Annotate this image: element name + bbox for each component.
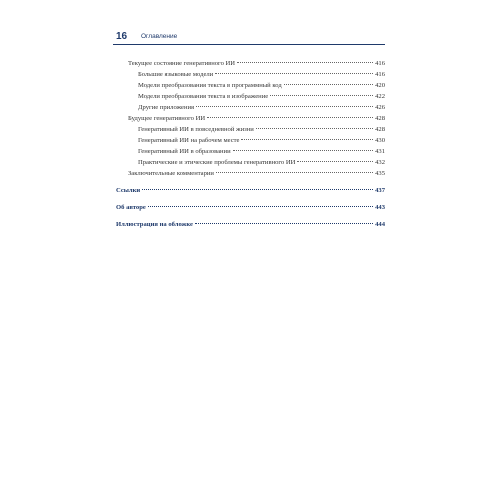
toc-entry-page: 428 [375, 115, 385, 122]
leader-dots [284, 84, 373, 85]
toc-chapter-entry [116, 220, 385, 229]
toc-entry-title: Об авторе [116, 204, 146, 211]
leader-dots [256, 128, 373, 129]
toc-entry-page: 416 [375, 60, 385, 67]
toc-entry [138, 136, 385, 145]
toc-entry-page: 431 [375, 148, 385, 155]
toc-entry-title: Текущее состояние генеративного ИИ [128, 60, 236, 67]
toc-entry-page: 444 [375, 221, 385, 228]
toc-entry [138, 125, 385, 134]
toc-entry-title: Генеративный ИИ в повседневной жизни [138, 126, 254, 133]
toc-entry [138, 158, 385, 167]
leader-dots [297, 161, 373, 162]
toc-entry-title: Генеративный ИИ в образовании [138, 148, 231, 155]
leader-dots [216, 172, 373, 173]
toc-chapter-entry [116, 203, 385, 212]
leader-dots [270, 95, 373, 96]
toc-entry [128, 114, 385, 123]
toc-chapter-entry [116, 186, 385, 195]
toc-entry-page: 416 [375, 71, 385, 78]
leader-dots [196, 106, 373, 107]
toc-entry-title: Модели преобразования текста в изображение [138, 93, 269, 100]
toc-entry-title: Иллюстрация на обложке [116, 221, 193, 228]
toc-entry-title: Большие языковые модели [138, 71, 214, 78]
toc-entry-title: Генеративный ИИ на рабочем месте [138, 137, 240, 144]
leader-dots [237, 62, 373, 63]
toc-entry [128, 169, 385, 178]
leader-dots [241, 139, 373, 140]
toc-entry-title: Ссылки [116, 187, 141, 194]
toc-entry-title: Будущее генеративного ИИ [128, 115, 206, 122]
toc-entry-page: 443 [375, 204, 385, 211]
toc-entry-title: Практические и этические проблемы генеративного ИИ [138, 159, 296, 166]
leader-dots [195, 223, 373, 224]
toc-entry [138, 92, 385, 101]
toc-entry-page: 420 [375, 82, 385, 89]
toc-entry-page: 437 [375, 187, 385, 194]
toc-entry-title: Другие приложения [138, 104, 195, 111]
toc-entry-page: 435 [375, 170, 385, 177]
leader-dots [233, 150, 373, 151]
leader-dots [142, 189, 373, 190]
leader-dots [148, 206, 373, 207]
leader-dots [207, 117, 373, 118]
toc-entry-title: Заключительные комментарии [128, 170, 214, 177]
toc-entry-page: 432 [375, 159, 385, 166]
running-head: Оглавление [141, 33, 178, 40]
toc-entry [138, 147, 385, 156]
toc-entry-page: 426 [375, 104, 385, 111]
toc-entry [138, 70, 385, 79]
toc-entry-title: Модели преобразования текста в программный код [138, 82, 282, 89]
toc-entry-page: 428 [375, 126, 385, 133]
toc-entry [138, 103, 385, 112]
toc-entry-page: 422 [375, 93, 385, 100]
page-number: 16 [116, 31, 128, 42]
leader-dots [215, 73, 373, 74]
toc-entry [128, 59, 385, 68]
toc-entry-page: 430 [375, 137, 385, 144]
toc-entry [138, 81, 385, 90]
